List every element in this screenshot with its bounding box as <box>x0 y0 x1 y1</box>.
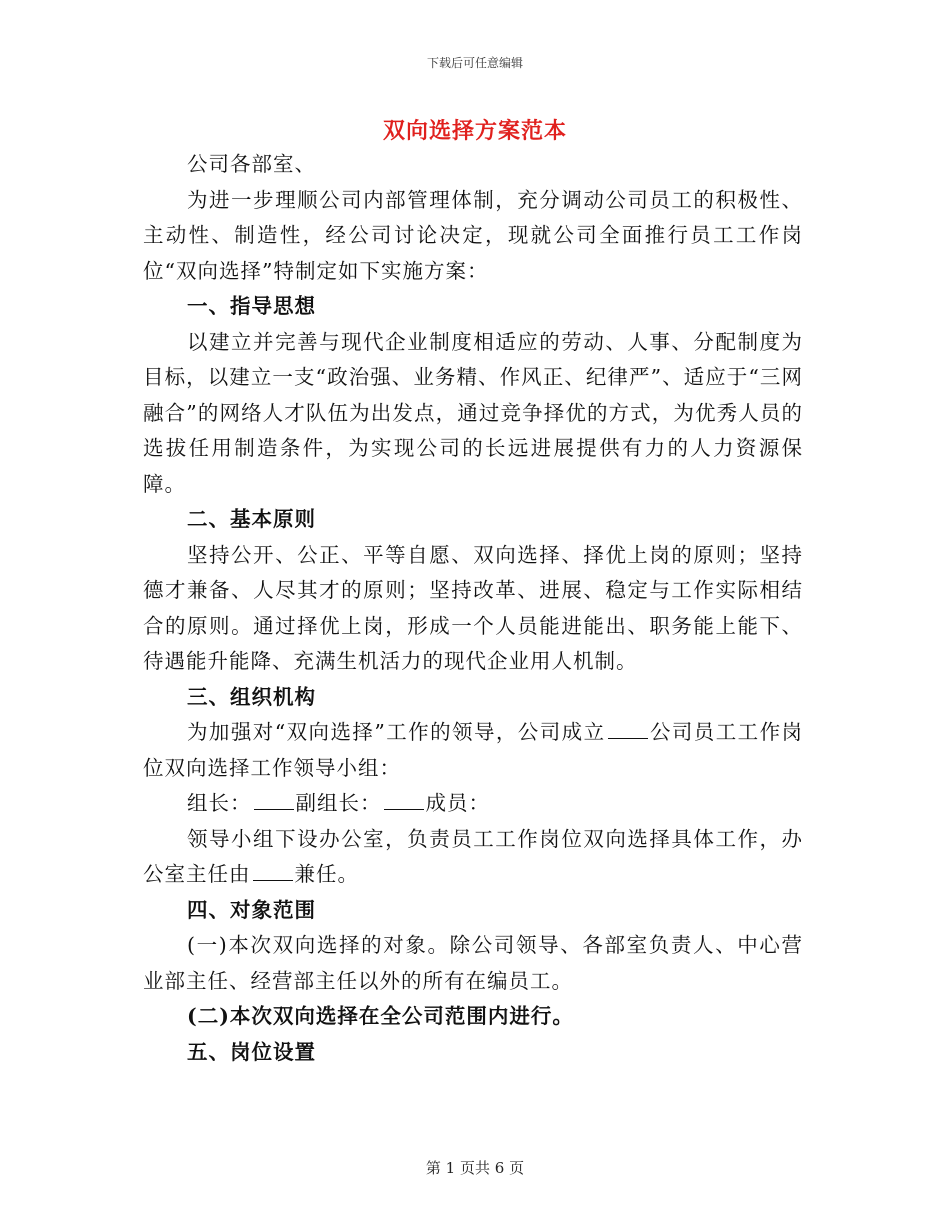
members-label: 成员： <box>425 791 490 815</box>
fill-blank <box>254 789 294 810</box>
leadership-members-line <box>143 786 803 822</box>
header-note: 下载后可任意编辑 <box>426 56 523 70</box>
document-body <box>143 147 803 1070</box>
organization-text-part-a: 为加强对“双向选择”工作的领导，公司成立 <box>187 720 606 744</box>
scope-item-1: (一)本次双向选择的对象。除公司领导、各部室负责人、中心营业部主任、经营部主任以外的所有在编员工。 <box>143 933 803 993</box>
section-heading-guiding-ideology: 一、指导思想 <box>187 294 316 318</box>
document-title: 双向选择方案范本 <box>382 118 567 144</box>
intro-paragraph: 为进一步理顺公司内部管理体制，充分调动公司员工的积极性、主动性、制造性，经公司讨论决定，现就公司全面推行员工工作岗位“双向选择”特制定如下实施方案： <box>143 187 803 283</box>
fill-blank <box>608 718 648 739</box>
office-text-part-b: 兼任。 <box>294 862 359 886</box>
office-paragraph <box>143 822 803 893</box>
section-text-organization <box>143 715 803 786</box>
section-heading-scope: 四、对象范围 <box>187 897 316 922</box>
section-text-guiding-ideology: 以建立并完善与现代企业制度相适应的劳动、人事、分配制度为目标，以建立一支“政治强、业务精、作风正、纪律严”、适应于“三网融合”的网络人才队伍为出发点，通过竞争择优的方式，为优秀人员的选拔任用制造条件，为实现公司的长远进展提供有力的人力资源保障。 <box>143 329 803 496</box>
fill-blank <box>384 789 424 810</box>
leader-label: 组长： <box>187 791 252 815</box>
fill-blank <box>253 860 293 881</box>
scope-item-2: (二)本次双向选择在全公司范围内进行。 <box>187 1004 574 1028</box>
page-number: 第 1 页共 6 页 <box>425 1159 525 1177</box>
deputy-leader-label: 副组长： <box>295 791 382 815</box>
salutation: 公司各部室、 <box>187 152 316 176</box>
section-heading-organization: 三、组织机构 <box>187 684 316 709</box>
section-heading-position-setup: 五、岗位设置 <box>187 1039 316 1064</box>
office-text-part-a: 领导小组下设办公室，负责员工工作岗位双向选择具体工作，办公室主任由 <box>143 826 803 886</box>
organization-text-part-b: 公司员工工作岗位双向选择工作领导小组： <box>143 720 804 780</box>
section-text-basic-principles: 坚持公开、公正、平等自愿、双向选择、择优上岗的原则；坚持德才兼备、人尽其才的原则；坚持改革、进展、稳定与工作实际相结合的原则。通过择优上岗，形成一个人员能进能出、职务能上能下、待遇能升能降、充满生机活力的现代企业用人机制。 <box>143 542 803 673</box>
section-heading-basic-principles: 二、基本原则 <box>187 507 316 531</box>
